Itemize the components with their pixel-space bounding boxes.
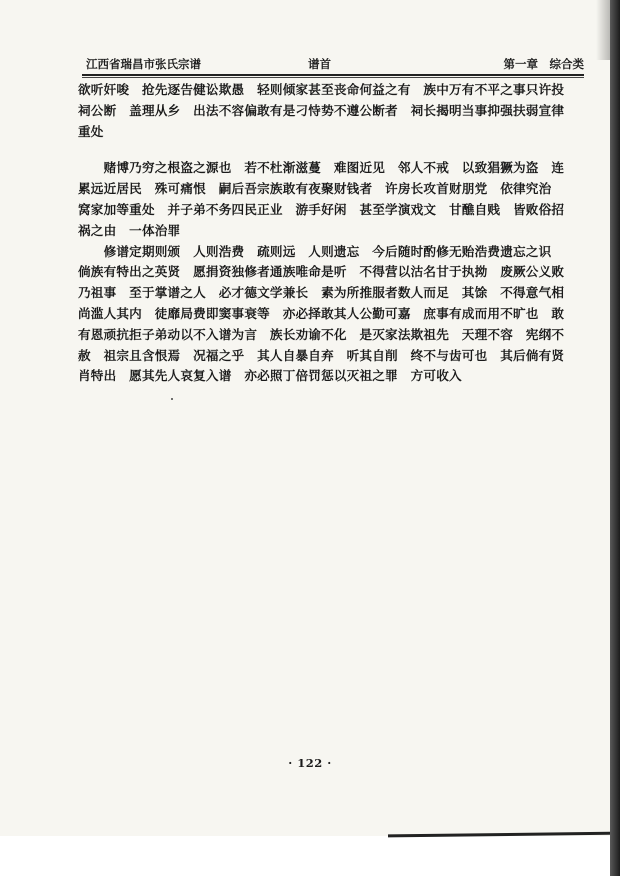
text-line: 尚滥人其内 徒靡局费即窦事衰等 亦必择敢其人公勤可嘉 庶事有成而用不旷也 敢 bbox=[78, 305, 565, 321]
header-rule bbox=[82, 74, 584, 76]
text-line: 累远近居民 殊可痛恨 嗣后吾宗族敢有夜聚财钱者 许房长攻首财朋党 依律究治 bbox=[78, 181, 552, 197]
text-line: 倘族有特出之英贤 愿捐资独修者通族唯命是听 不得营以沽名甘于执拗 废厥公义败 bbox=[78, 264, 565, 280]
page-bottom-margin bbox=[0, 836, 620, 876]
text-line: 修谱定期则颁 人则浩费 疏则远 人则遗忘 今后随时酌修无贻浩费遗忘之识 bbox=[78, 243, 552, 259]
text-line: 乃祖事 至于掌谱之人 必才德文学兼长 素为所推服者数人而足 其馀 不得意气相 bbox=[78, 285, 565, 301]
header-rule-thin bbox=[82, 77, 584, 78]
paragraph-3 bbox=[78, 242, 578, 388]
scan-speck bbox=[171, 398, 173, 400]
text-line: 有恩顽抗拒子弟动以不入谱为言 族长劝谕不化 是灭家法欺祖先 天理不容 宪纲不 bbox=[78, 326, 565, 342]
text-line: 窝家加等重处 并子弟不务四民正业 游手好闲 甚至学演戏文 甘醮自贱 皆败俗招 bbox=[78, 201, 565, 217]
chapter-title: 第一章 综合类 bbox=[503, 57, 584, 71]
paragraph-1 bbox=[78, 80, 578, 142]
body-text bbox=[78, 80, 578, 387]
text-line: 赦 祖宗且含恨焉 况福之乎 其人自暴自弃 听其自削 终不与齿可也 其后倘有贤 bbox=[78, 347, 565, 363]
binding-shadow bbox=[596, 0, 610, 60]
text-line: 欲听奸唆 抢先逐告健讼欺愚 轻则倾家甚至丧命何益之有 族中万有不平之事只许投 bbox=[78, 82, 565, 97]
binding-edge bbox=[610, 0, 620, 876]
text-line: 祠公断 盖理从乡 出法不容偏敢有是刁恃势不遵公断者 祠长揭明当事抑强扶弱宣律 bbox=[78, 102, 565, 118]
paragraph-2 bbox=[78, 158, 578, 241]
section-title: 谱首 bbox=[308, 57, 331, 71]
book-title: 江西省瑞昌市张氏宗谱 bbox=[86, 57, 201, 71]
text-line: 重处 bbox=[78, 123, 104, 139]
text-line: 赌博乃穷之根盗之源也 若不杜渐滋蔓 难图近见 邻人不戒 以致猖獗为盗 连 bbox=[78, 160, 565, 176]
text-line: 肖特出 愿其先人哀复入谱 亦必照丁倍罚惩以灭祖之罪 方可收入 bbox=[78, 368, 462, 384]
page-number: · 122 · bbox=[288, 756, 332, 770]
text-line: 祸之由 一体治罪 bbox=[78, 222, 181, 238]
running-head bbox=[82, 52, 584, 72]
